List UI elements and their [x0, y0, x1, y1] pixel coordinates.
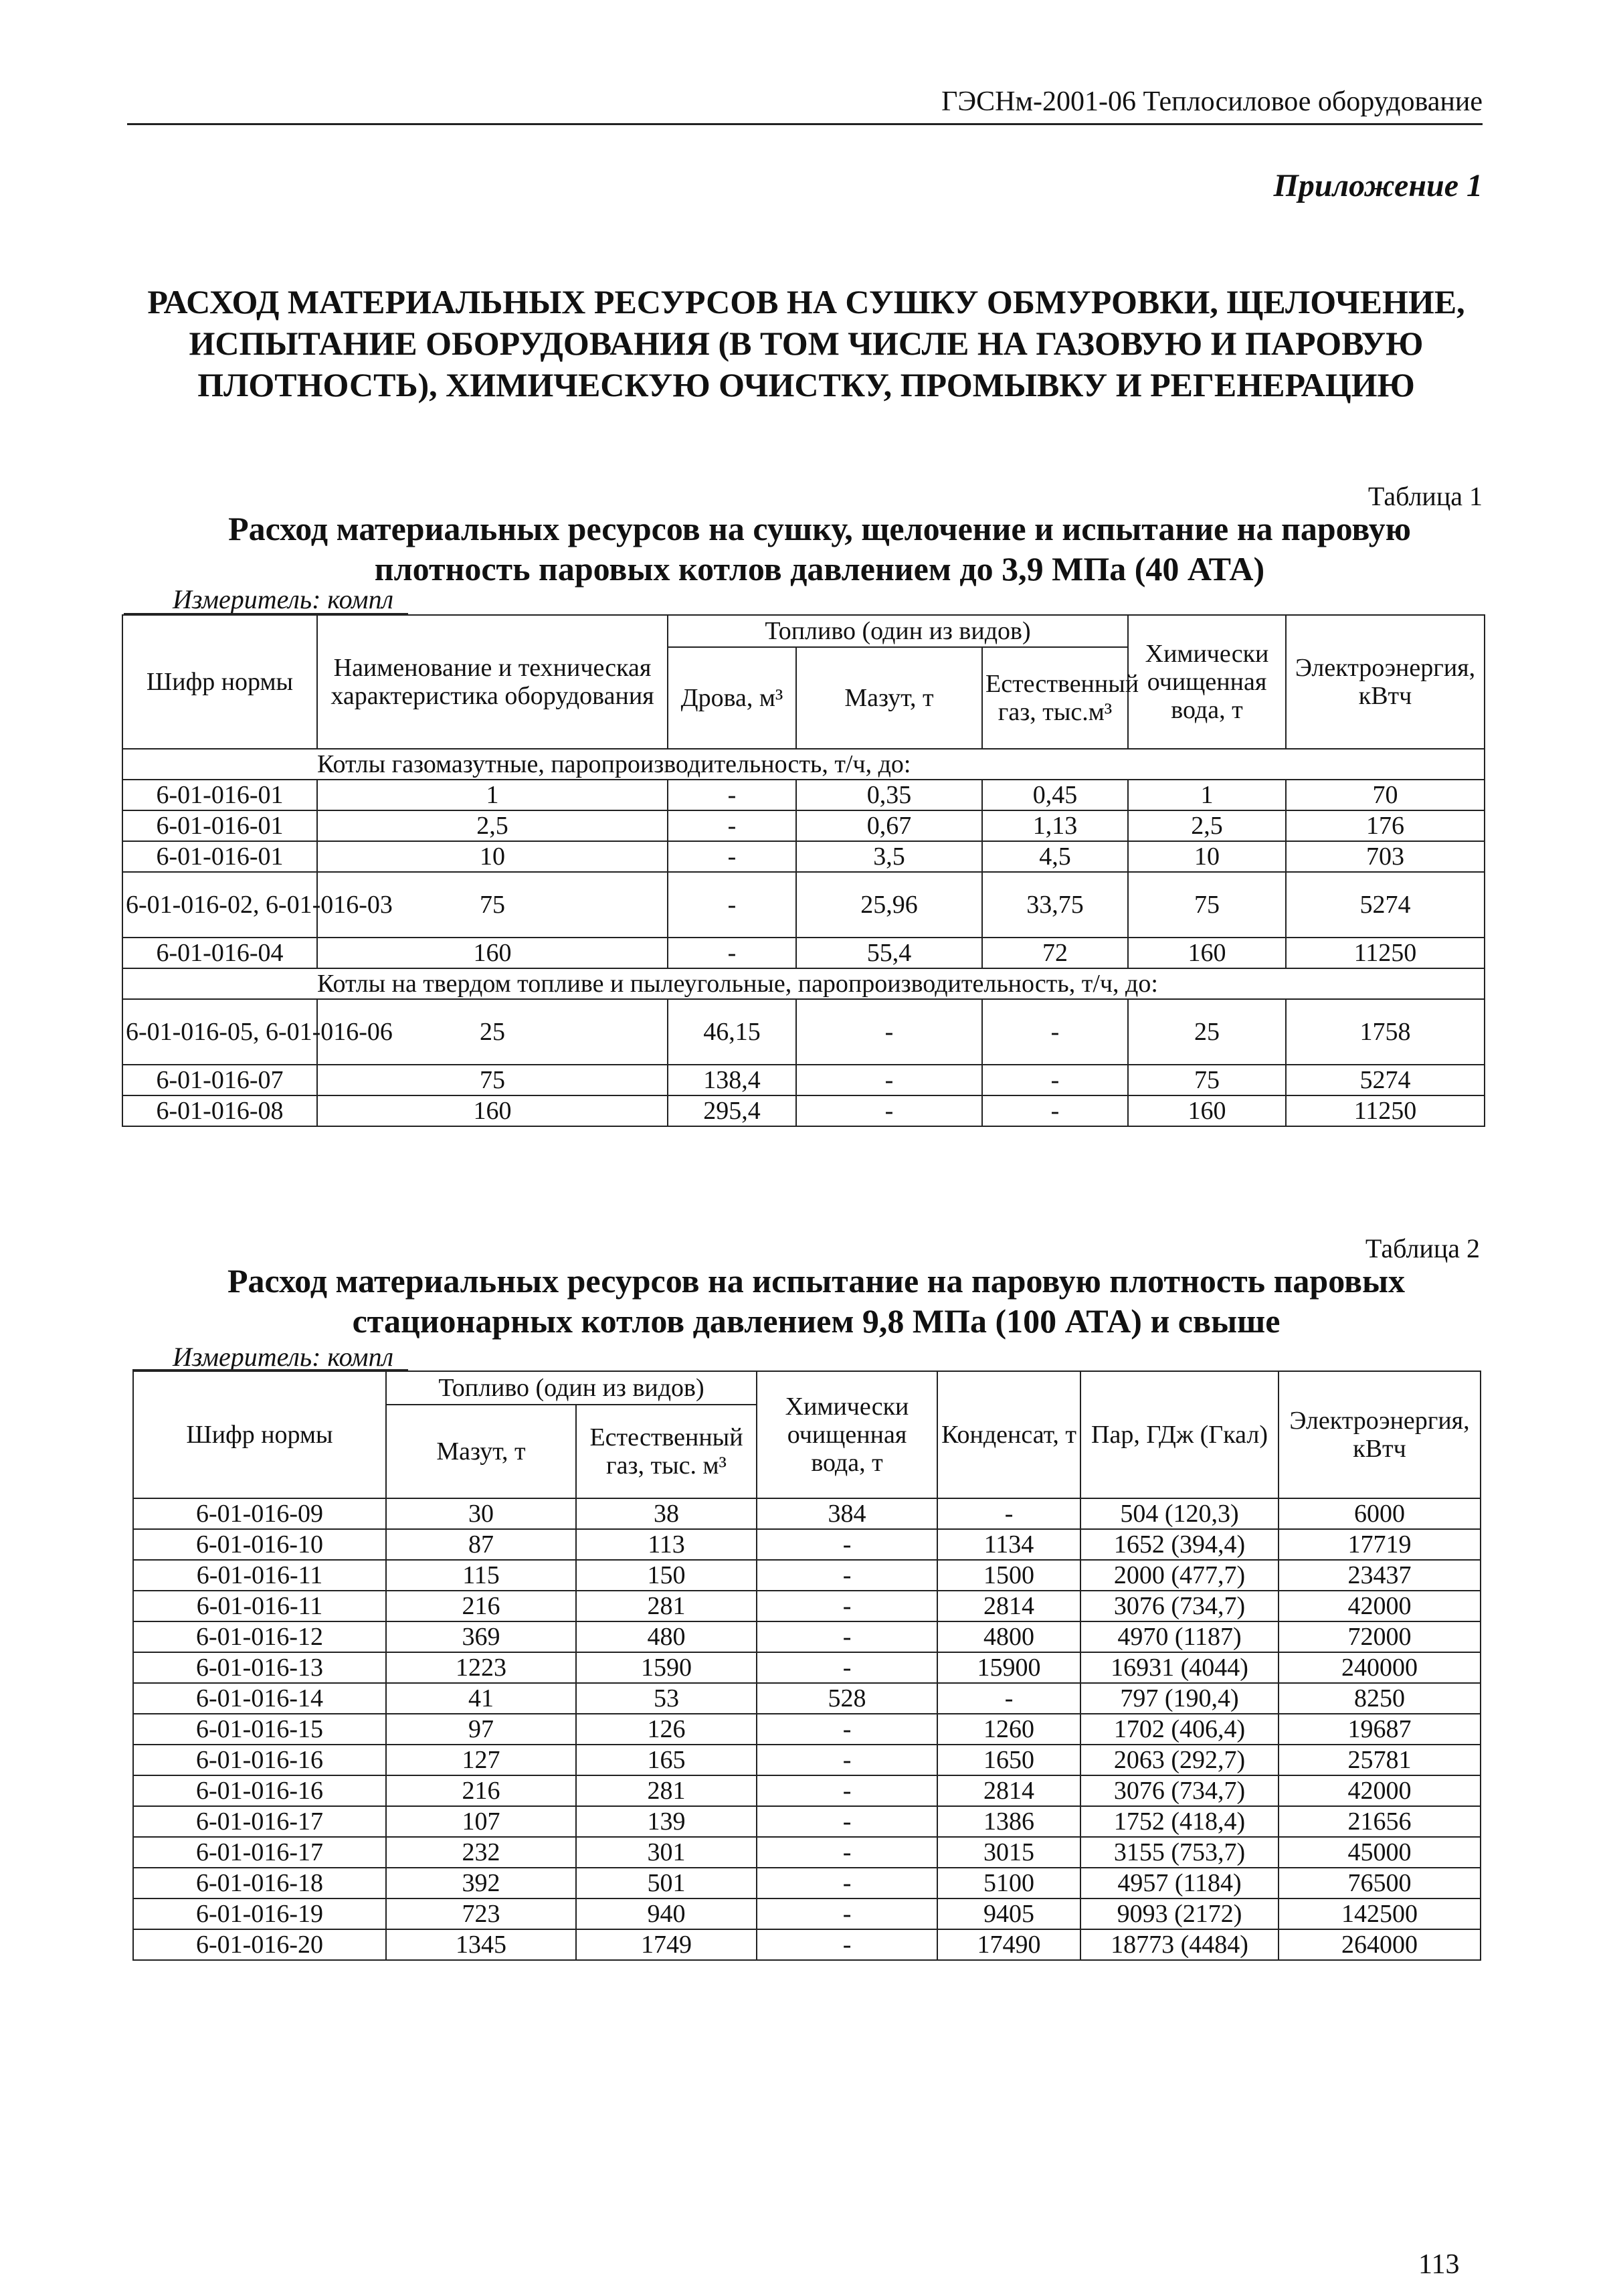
running-header: ГЭСНм-2001-06 Теплосиловое оборудование	[941, 86, 1483, 117]
t2-header-power: Электроэнергия, кВтч	[1279, 1371, 1481, 1498]
value-cell: 176	[1286, 810, 1485, 841]
value-cell: 165	[576, 1745, 757, 1775]
value-cell: -	[668, 810, 796, 841]
value-cell: 3,5	[796, 841, 982, 872]
norm-code-cell: 6-01-016-09	[133, 1498, 386, 1529]
value-cell: 2,5	[317, 810, 668, 841]
value-cell: -	[757, 1652, 937, 1683]
value-cell: 42000	[1279, 1591, 1481, 1621]
table2-caption: Расход материальных ресурсов на испытание на паровую плотность паровых стационарных котлов давлением 9,8 МПа (100 АТА) и свыше	[227, 1262, 1405, 1340]
value-cell: 3015	[937, 1837, 1080, 1868]
t2-header-code: Шифр нормы	[133, 1371, 386, 1498]
value-cell: -	[796, 1095, 982, 1126]
value-cell: 75	[317, 1065, 668, 1095]
table-row	[133, 1806, 1481, 1837]
page-number: 113	[1418, 2249, 1460, 2280]
value-cell: 4800	[937, 1621, 1080, 1652]
value-cell: 1758	[1286, 999, 1485, 1065]
table1-label: Таблица 1	[1367, 481, 1483, 511]
table1-caption: Расход материальных ресурсов на сушку, щелочение и испытание на паровую плотность паровых котлов давлением до 3,9 МПа (40 АТА)	[228, 510, 1411, 588]
value-cell: 5274	[1286, 1065, 1485, 1095]
table-row	[133, 1775, 1481, 1806]
t1-header-water: Химически очищенная вода, т	[1128, 615, 1286, 749]
value-cell: 9405	[937, 1898, 1080, 1929]
value-cell: 38	[576, 1498, 757, 1529]
value-cell: 70	[1286, 780, 1485, 810]
value-cell: 480	[576, 1621, 757, 1652]
value-cell: 0,67	[796, 810, 982, 841]
value-cell: 1345	[386, 1929, 576, 1960]
value-cell: -	[668, 872, 796, 938]
value-cell: 15900	[937, 1652, 1080, 1683]
value-cell: 160	[317, 938, 668, 968]
value-cell: 1500	[937, 1560, 1080, 1591]
value-cell: 723	[386, 1898, 576, 1929]
table-row	[133, 1714, 1481, 1745]
table2	[132, 1371, 1481, 1961]
value-cell: 2814	[937, 1775, 1080, 1806]
value-cell: 107	[386, 1806, 576, 1837]
value-cell: 9093 (2172)	[1080, 1898, 1279, 1929]
value-cell: 127	[386, 1745, 576, 1775]
value-cell: 139	[576, 1806, 757, 1837]
value-cell: 25	[1128, 999, 1286, 1065]
t1-header-code: Шифр нормы	[122, 615, 317, 749]
value-cell: 72	[982, 938, 1128, 968]
table-row	[122, 872, 1485, 938]
table-row	[133, 1560, 1481, 1591]
t2-header-gas: Естественный газ, тыс. м³	[576, 1405, 757, 1498]
table-row	[122, 999, 1485, 1065]
value-cell: 41	[386, 1683, 576, 1714]
value-cell: 25,96	[796, 872, 982, 938]
table-row	[133, 1591, 1481, 1621]
value-cell: 1	[317, 780, 668, 810]
value-cell: 232	[386, 1837, 576, 1868]
t2-header-condensate: Конденсат, т	[937, 1371, 1080, 1498]
t1-header-power: Электроэнергия, кВтч	[1286, 615, 1485, 749]
value-cell: 216	[386, 1775, 576, 1806]
value-cell: -	[937, 1683, 1080, 1714]
value-cell: 45000	[1279, 1837, 1481, 1868]
norm-code-cell: 6-01-016-07	[122, 1065, 317, 1095]
value-cell: 1749	[576, 1929, 757, 1960]
value-cell: 42000	[1279, 1775, 1481, 1806]
value-cell: 384	[757, 1498, 937, 1529]
table-row	[133, 1929, 1481, 1960]
table-row	[133, 1745, 1481, 1775]
value-cell: 369	[386, 1621, 576, 1652]
t1-header-wood: Дрова, м³	[668, 647, 796, 749]
value-cell: 1223	[386, 1652, 576, 1683]
value-cell: 0,45	[982, 780, 1128, 810]
table-row	[133, 1652, 1481, 1683]
value-cell: -	[757, 1621, 937, 1652]
value-cell: 10	[317, 841, 668, 872]
value-cell: 160	[317, 1095, 668, 1126]
value-cell: 1590	[576, 1652, 757, 1683]
norm-code-cell: 6-01-016-04	[122, 938, 317, 968]
t1-section-solid-fuel: Котлы на твердом топливе и пылеугольные, паропроизводительность, т/ч, до:	[122, 968, 1485, 999]
norm-code-cell: 6-01-016-08	[122, 1095, 317, 1126]
value-cell: 53	[576, 1683, 757, 1714]
value-cell: 3076 (734,7)	[1080, 1775, 1279, 1806]
value-cell: 75	[317, 872, 668, 938]
table-row	[122, 938, 1485, 968]
table-row	[122, 810, 1485, 841]
value-cell: 30	[386, 1498, 576, 1529]
table-row	[122, 1065, 1485, 1095]
value-cell: 17490	[937, 1929, 1080, 1960]
t2-header-fuel: Топливо (один из видов)	[386, 1371, 757, 1405]
value-cell: 113	[576, 1529, 757, 1560]
document-title: РАСХОД МАТЕРИАЛЬНЫХ РЕСУРСОВ НА СУШКУ ОБМУРОВКИ, ЩЕЛОЧЕНИЕ, ИСПЫТАНИЕ ОБОРУДОВАНИЯ (В ТОМ ЧИСЛЕ НА ГАЗОВУЮ И ПАРОВУЮ ПЛОТНОСТЬ), ХИМИЧЕСКУЮ ОЧИСТКУ, ПРОМЫВКУ И РЕГЕНЕРАЦИЮ	[147, 283, 1465, 404]
value-cell: 126	[576, 1714, 757, 1745]
value-cell: -	[757, 1529, 937, 1560]
value-cell: 23437	[1279, 1560, 1481, 1591]
value-cell: -	[757, 1837, 937, 1868]
value-cell: 281	[576, 1591, 757, 1621]
value-cell: 1,13	[982, 810, 1128, 841]
value-cell: 87	[386, 1529, 576, 1560]
value-cell: 4970 (1187)	[1080, 1621, 1279, 1652]
header-rule	[127, 123, 1483, 125]
value-cell: 75	[1128, 1065, 1286, 1095]
table-row	[122, 1095, 1485, 1126]
norm-code-cell: 6-01-016-14	[133, 1683, 386, 1714]
value-cell: 1752 (418,4)	[1080, 1806, 1279, 1837]
value-cell: 392	[386, 1868, 576, 1898]
norm-code-cell: 6-01-016-11	[133, 1591, 386, 1621]
value-cell: 76500	[1279, 1868, 1481, 1898]
norm-code-cell: 6-01-016-20	[133, 1929, 386, 1960]
value-cell: 5274	[1286, 872, 1485, 938]
table-row	[133, 1529, 1481, 1560]
table-row	[133, 1621, 1481, 1652]
norm-code-cell: 6-01-016-11	[133, 1560, 386, 1591]
value-cell: 10	[1128, 841, 1286, 872]
value-cell: 940	[576, 1898, 757, 1929]
value-cell: 150	[576, 1560, 757, 1591]
value-cell: -	[668, 938, 796, 968]
value-cell: 8250	[1279, 1683, 1481, 1714]
norm-code-cell: 6-01-016-16	[133, 1745, 386, 1775]
table2-meter: Измеритель: компл	[173, 1342, 394, 1372]
value-cell: 55,4	[796, 938, 982, 968]
table-row	[122, 780, 1485, 810]
norm-code-cell: 6-01-016-19	[133, 1898, 386, 1929]
value-cell: 264000	[1279, 1929, 1481, 1960]
value-cell: 11250	[1286, 1095, 1485, 1126]
value-cell: 3155 (753,7)	[1080, 1837, 1279, 1868]
norm-code-cell: 6-01-016-17	[133, 1837, 386, 1868]
value-cell: 33,75	[982, 872, 1128, 938]
value-cell: -	[668, 780, 796, 810]
value-cell: 1134	[937, 1529, 1080, 1560]
norm-code-cell: 6-01-016-15	[133, 1714, 386, 1745]
norm-code-cell: 6-01-016-01	[122, 841, 317, 872]
norm-code-cell: 6-01-016-01	[122, 810, 317, 841]
norm-code-cell: 6-01-016-18	[133, 1868, 386, 1898]
value-cell: 528	[757, 1683, 937, 1714]
value-cell: 1	[1128, 780, 1286, 810]
value-cell: -	[982, 999, 1128, 1065]
value-cell: 1652 (394,4)	[1080, 1529, 1279, 1560]
t1-header-mazut: Мазут, т	[796, 647, 982, 749]
norm-code-cell: 6-01-016-17	[133, 1806, 386, 1837]
value-cell: 4,5	[982, 841, 1128, 872]
t1-section-gas-oil: Котлы газомазутные, паропроизводительность, т/ч, до:	[122, 749, 1485, 780]
value-cell: -	[757, 1929, 937, 1960]
value-cell: 0,35	[796, 780, 982, 810]
value-cell: -	[982, 1095, 1128, 1126]
value-cell: 21656	[1279, 1806, 1481, 1837]
value-cell: 240000	[1279, 1652, 1481, 1683]
value-cell: 1386	[937, 1806, 1080, 1837]
value-cell: 1702 (406,4)	[1080, 1714, 1279, 1745]
value-cell: 2063 (292,7)	[1080, 1745, 1279, 1775]
value-cell: 11250	[1286, 938, 1485, 968]
value-cell: 72000	[1279, 1621, 1481, 1652]
value-cell: -	[757, 1745, 937, 1775]
value-cell: 16931 (4044)	[1080, 1652, 1279, 1683]
value-cell: 2814	[937, 1591, 1080, 1621]
value-cell: -	[757, 1714, 937, 1745]
value-cell: -	[796, 1065, 982, 1095]
value-cell: -	[757, 1806, 937, 1837]
value-cell: 295,4	[668, 1095, 796, 1126]
value-cell: 4957 (1184)	[1080, 1868, 1279, 1898]
value-cell: 504 (120,3)	[1080, 1498, 1279, 1529]
t2-header-steam: Пар, ГДж (Гкал)	[1080, 1371, 1279, 1498]
table1	[122, 614, 1485, 1127]
value-cell: 17719	[1279, 1529, 1481, 1560]
t1-header-name: Наименование и техническая характеристика оборудования	[317, 615, 668, 749]
value-cell: -	[757, 1775, 937, 1806]
value-cell: 2000 (477,7)	[1080, 1560, 1279, 1591]
value-cell: 301	[576, 1837, 757, 1868]
t1-header-fuel: Топливо (один из видов)	[668, 615, 1128, 647]
appendix-label: Приложение 1	[1273, 168, 1483, 203]
value-cell: 19687	[1279, 1714, 1481, 1745]
table2-label: Таблица 2	[1365, 1233, 1480, 1263]
value-cell: 501	[576, 1868, 757, 1898]
table-row	[133, 1868, 1481, 1898]
table-row	[133, 1498, 1481, 1529]
value-cell: 46,15	[668, 999, 796, 1065]
value-cell: 3076 (734,7)	[1080, 1591, 1279, 1621]
value-cell: 1650	[937, 1745, 1080, 1775]
value-cell: 5100	[937, 1868, 1080, 1898]
value-cell: 25781	[1279, 1745, 1481, 1775]
norm-code-cell: 6-01-016-01	[122, 780, 317, 810]
value-cell: -	[757, 1868, 937, 1898]
value-cell: -	[757, 1898, 937, 1929]
t1-header-gas: Естественный газ, тыс.м³	[982, 647, 1128, 749]
value-cell: 25	[317, 999, 668, 1065]
table-row	[133, 1683, 1481, 1714]
value-cell: -	[937, 1498, 1080, 1529]
value-cell: -	[796, 999, 982, 1065]
value-cell: 281	[576, 1775, 757, 1806]
table1-meter: Измеритель: компл	[173, 584, 394, 614]
table-row	[133, 1898, 1481, 1929]
value-cell: 142500	[1279, 1898, 1481, 1929]
norm-code-cell: 6-01-016-05, 6-01-016-06	[122, 999, 317, 1065]
t2-header-water: Химически очищенная вода, т	[757, 1371, 937, 1498]
table-row	[122, 841, 1485, 872]
norm-code-cell: 6-01-016-13	[133, 1652, 386, 1683]
value-cell: -	[982, 1065, 1128, 1095]
value-cell: 160	[1128, 1095, 1286, 1126]
value-cell: 75	[1128, 872, 1286, 938]
value-cell: 138,4	[668, 1065, 796, 1095]
norm-code-cell: 6-01-016-10	[133, 1529, 386, 1560]
value-cell: -	[668, 841, 796, 872]
table-row	[133, 1837, 1481, 1868]
value-cell: 18773 (4484)	[1080, 1929, 1279, 1960]
norm-code-cell: 6-01-016-16	[133, 1775, 386, 1806]
value-cell: 216	[386, 1591, 576, 1621]
value-cell: 703	[1286, 841, 1485, 872]
norm-code-cell: 6-01-016-12	[133, 1621, 386, 1652]
value-cell: 797 (190,4)	[1080, 1683, 1279, 1714]
t2-header-mazut: Мазут, т	[386, 1405, 576, 1498]
value-cell: 2,5	[1128, 810, 1286, 841]
value-cell: -	[757, 1591, 937, 1621]
value-cell: -	[757, 1560, 937, 1591]
value-cell: 97	[386, 1714, 576, 1745]
value-cell: 160	[1128, 938, 1286, 968]
value-cell: 115	[386, 1560, 576, 1591]
norm-code-cell: 6-01-016-02, 6-01-016-03	[122, 872, 317, 938]
value-cell: 6000	[1279, 1498, 1481, 1529]
value-cell: 1260	[937, 1714, 1080, 1745]
